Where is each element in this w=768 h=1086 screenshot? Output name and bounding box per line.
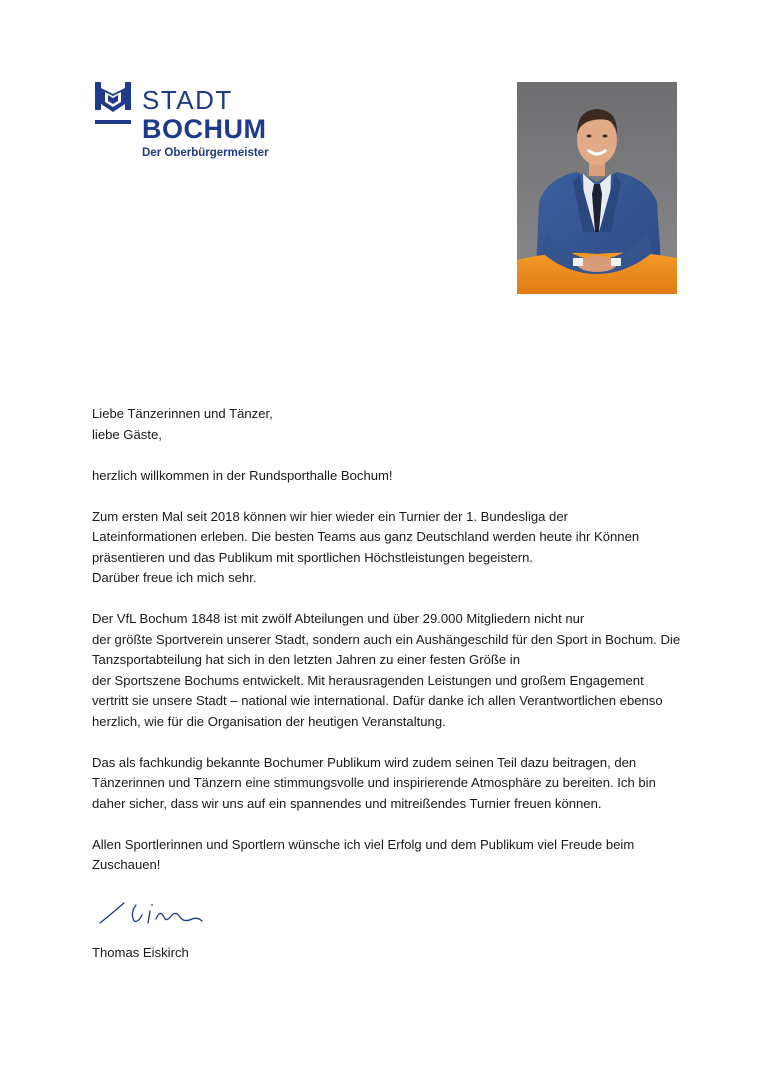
paragraph-line: herzlich willkommen in der Rundsporthalle Bochum! [92,467,393,483]
logo-word-stadt: STADT [142,85,233,115]
paragraph-line: Zum ersten Mal seit 2018 können wir hier wieder ein Turnier der 1. Bundesliga der [92,508,568,524]
paragraph-line: der Sportszene Bochums entwickelt. Mit herausragenden Leistungen und großem Engagement [92,672,644,688]
paragraph-closing [92,835,692,876]
paragraph-line: vertritt sie unsere Stadt – national wie international. Dafür danke ich allen Verantwortlichen ebenso [92,693,663,708]
salutation-line: liebe Gäste, [92,426,162,442]
paragraph-club [92,609,692,732]
paragraph-line: herzlich, wie für die Organisation der heutigen Veranstaltung. [92,713,446,729]
logo-subtitle: Der Oberbürgermeister [142,147,269,159]
paragraph-line: Zuschauen! [92,857,161,872]
paragraph-line: Der VfL Bochum 1848 ist mit zwölf Abteilungen und über 29.000 Mitgliedern nicht nur [92,611,585,626]
paragraph-line: Allen Sportlerinnen und Sportlern wünsche ich viel Erfolg und dem Publikum viel Freude beim [92,836,635,852]
paragraph-line: präsentieren und das Publikum mit sportlichen Höchstleistungen begeistern. [92,549,534,565]
mayor-portrait-photo [517,82,677,294]
salutation [92,404,692,445]
paragraph-line: Darüber freue ich mich sehr. [92,570,257,585]
paragraph-welcome [92,466,692,487]
paragraph-line: Lateinformationen erleben. Die besten Teams aus ganz Deutschland werden heute ihr Können [92,529,640,544]
salutation-line: Liebe Tänzerinnen und Tänzer, [92,406,273,421]
portrait-image [517,82,677,294]
logo-word-bochum: BOCHUM [142,114,267,144]
paragraph-line: daher sicher, dass wir uns auf ein spannendes und mitreißendes Turnier freuen können. [92,795,602,811]
paragraph-line: Das als fachkundig bekannte Bochumer Publikum wird zudem seinen Teil dazu beitragen, den [92,754,637,770]
paragraph-line: Tänzerinnen und Tänzern eine stimmungsvolle und inspirierende Atmosphäre zu bereiten. Ich bin [92,775,656,790]
city-crest-icon [95,82,133,130]
paragraph-line: der größte Sportverein unserer Stadt, sondern auch ein Aushängeschild für den Sport in Bochum. Die [92,631,681,647]
city-logo [95,82,295,167]
paragraph-audience [92,753,692,815]
letter-body [92,404,692,896]
paragraph-line: Tanzsportabteilung hat sich in den letzten Jahren zu einer festen Größe in [92,652,520,667]
signer-name: Thomas Eiskirch [92,945,189,960]
paragraph-tournament [92,507,692,589]
handwritten-signature [96,893,216,933]
